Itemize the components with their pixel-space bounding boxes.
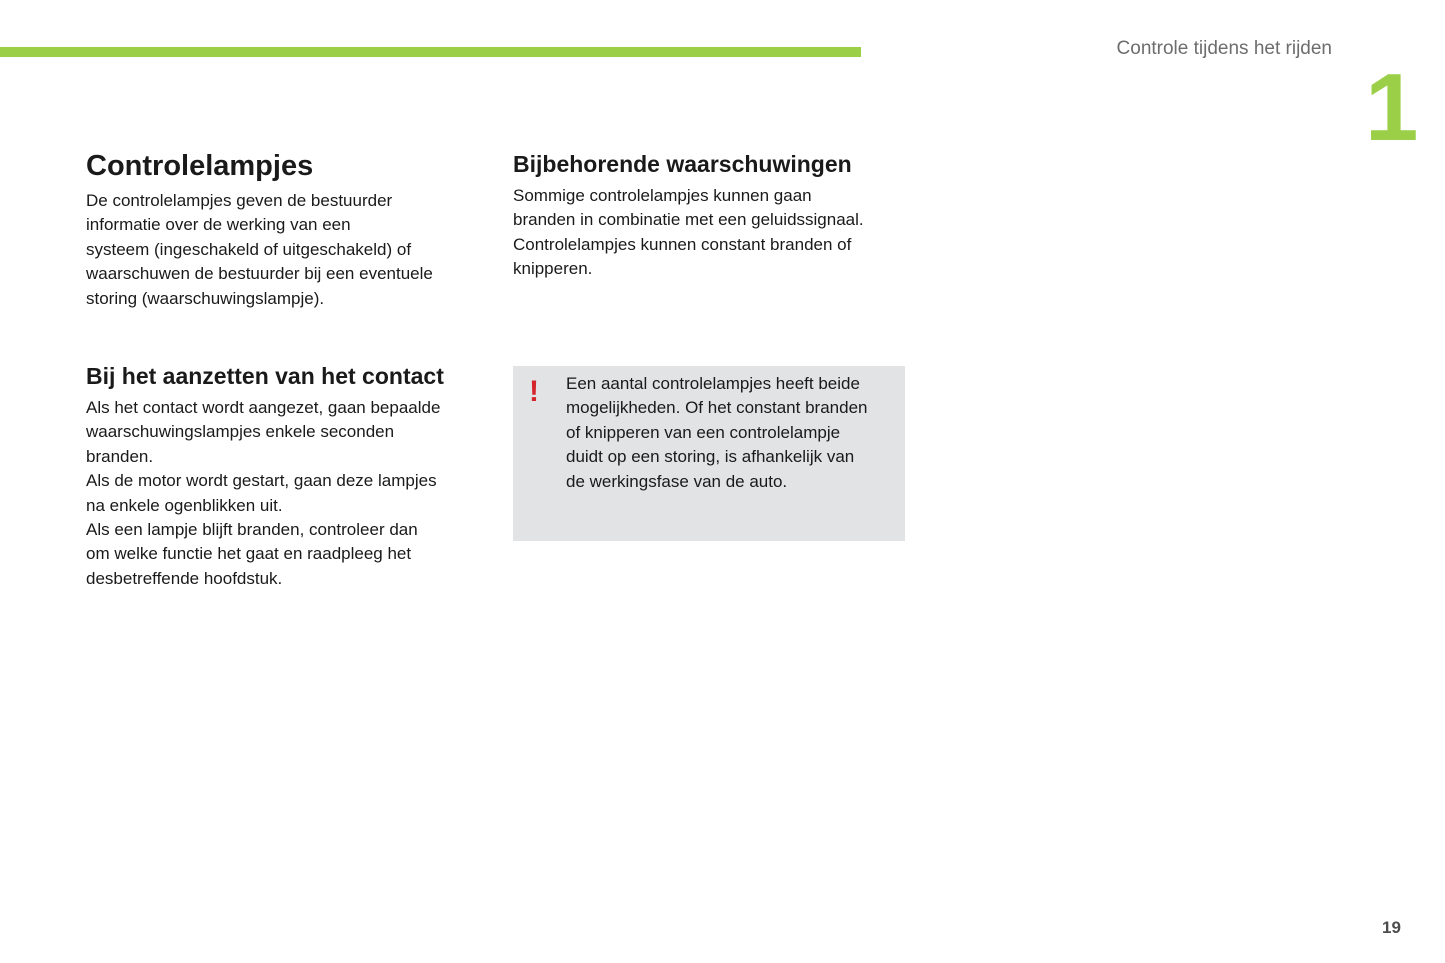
text-line: Als het contact wordt aangezet, gaan bepaalde [86, 398, 441, 417]
warnings-paragraph [513, 184, 913, 282]
text-line: informatie over de werking van een [86, 215, 351, 235]
intro-paragraph [86, 189, 486, 311]
text-line: na enkele ogenblikken uit. [86, 495, 283, 515]
text-line: Als een lampje blijft branden, controleer dan [86, 520, 418, 540]
header-accent-bar [0, 47, 861, 57]
page-number: 19 [1382, 918, 1401, 937]
page-heading: Controlelampjes [86, 150, 314, 182]
text-line: systeem (ingeschakeld of uitgeschakeld) of [86, 239, 412, 259]
text-line: om welke functie het gaat en raadpleeg het [86, 544, 412, 564]
warning-note-box [513, 366, 905, 541]
text-line: waarschuwingslampjes enkele seconden [86, 422, 395, 442]
text-line: Een aantal controlelampjes heeft beide [566, 374, 860, 393]
warning-note-text [566, 372, 901, 494]
text-line: branden in combinatie met een geluidssignaal. [513, 210, 864, 230]
text-line: waarschuwen de bestuurder bij een eventuele [86, 264, 433, 284]
text-line: de werkingsfase van de auto. [566, 471, 788, 491]
chapter-number: 1 [1365, 54, 1417, 161]
contact-section [86, 360, 486, 591]
text-line: De controlelampjes geven de bestuurder [86, 191, 393, 210]
text-line: branden. [86, 446, 154, 466]
intro-section [86, 148, 486, 311]
contact-paragraph [86, 396, 486, 591]
warnings-section [513, 148, 913, 282]
text-line: desbetreffende hoofdstuk. [86, 568, 283, 588]
contact-heading: Bij het aanzetten van het contact [86, 363, 444, 389]
warnings-heading: Bijbehorende waarschuwingen [513, 151, 852, 177]
text-line: Sommige controlelampjes kunnen gaan [513, 186, 812, 205]
text-line: of knipperen van een controlelampje [566, 422, 841, 442]
text-line: duidt op een storing, is afhankelijk van [566, 447, 855, 467]
exclamation-icon: ! [529, 375, 539, 408]
text-line: mogelijkheden. Of het constant branden [566, 398, 868, 418]
text-line: Controlelampjes kunnen constant branden of [513, 234, 852, 254]
text-line: storing (waarschuwingslampje). [86, 288, 325, 308]
section-title: Controle tijdens het rijden [1116, 38, 1332, 59]
text-line: knipperen. [513, 259, 593, 279]
text-line: Als de motor wordt gestart, gaan deze lampjes [86, 471, 437, 491]
